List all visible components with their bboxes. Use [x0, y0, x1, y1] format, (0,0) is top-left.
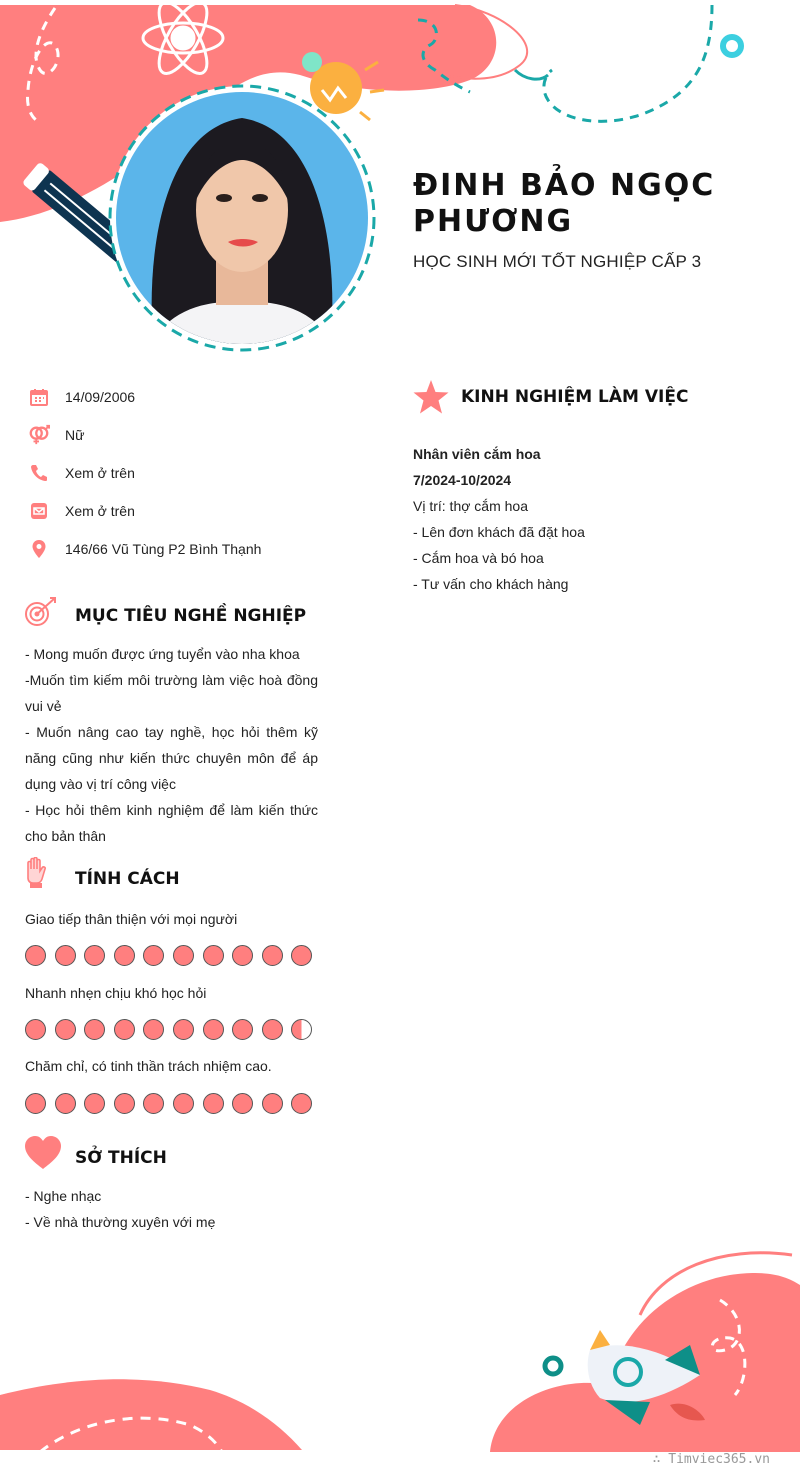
objective-line: - Học hỏi thêm kinh nghiệm để làm kiến thức cho bản thân: [25, 802, 318, 844]
candidate-title: HỌC SINH MỚI TỐT NGHIỆP CẤP 3: [413, 252, 702, 271]
rating-dot: [262, 1019, 283, 1040]
rating-dot: [114, 1093, 135, 1114]
calendar-icon: [28, 386, 50, 408]
rating-dot: [173, 1019, 194, 1040]
contact-email: [28, 499, 135, 523]
hobbies-title: SỞ THÍCH: [75, 1148, 167, 1168]
target-icon: [24, 596, 58, 628]
contact-gender: [28, 423, 84, 447]
hand-icon: [25, 857, 47, 889]
experience-title: KINH NGHIỆM LÀM VIỆC: [461, 387, 689, 407]
contact-birthday: [28, 385, 135, 409]
candidate-name: ĐINH BẢO NGỌC PHƯƠNG: [413, 168, 716, 239]
rating-dot: [55, 1093, 76, 1114]
objective-title: MỤC TIÊU NGHỀ NGHIỆP: [75, 606, 307, 626]
job-role: Nhân viên cắm hoa: [413, 446, 541, 462]
rating-dot: [262, 945, 283, 966]
rating-dot: [203, 945, 224, 966]
rating-dot: [203, 1093, 224, 1114]
phone-icon: [28, 462, 50, 484]
job-period: 7/2024-10/2024: [413, 472, 512, 488]
skill-label: Chăm chỉ, có tinh thần trách nhiệm cao.: [25, 1058, 272, 1074]
personality-title: TÍNH CÁCH: [75, 869, 180, 889]
objective-text: [25, 641, 318, 849]
rating-dot: [25, 1019, 46, 1040]
watermark: ∴ Timviec365.vn: [652, 1452, 770, 1467]
hobby-item: - Về nhà thường xuyên với mẹ: [25, 1214, 216, 1230]
rating-dot: [55, 1019, 76, 1040]
rating-dot: [173, 1093, 194, 1114]
hobby-item: - Nghe nhạc: [25, 1188, 102, 1204]
address-text: 146/66 Vũ Tùng P2 Bình Thạnh: [65, 541, 262, 557]
rating-dot: [25, 1093, 46, 1114]
rating-dot: [114, 1019, 135, 1040]
job-detail: - Lên đơn khách đã đặt hoa: [413, 524, 585, 540]
objective-line: - Mong muốn được ứng tuyển vào nha khoa: [25, 646, 300, 662]
email-icon: [28, 500, 50, 522]
rating-dot: [55, 945, 76, 966]
job-detail: - Cắm hoa và bó hoa: [413, 550, 544, 566]
rating-dot: [25, 945, 46, 966]
location-pin-icon: [28, 538, 50, 560]
rating-dot: [173, 945, 194, 966]
birthday-text: 14/09/2006: [65, 389, 136, 405]
contact-address: [28, 537, 261, 561]
gender-icon: [28, 424, 50, 446]
rating-dot: [262, 1093, 283, 1114]
job-detail: Vị trí: thợ cắm hoa: [413, 498, 529, 514]
email-text: Xem ở trên: [65, 503, 135, 519]
star-icon: [413, 380, 449, 414]
objective-line: - Muốn nâng cao tay nghề, học hỏi thêm kỹ năng cũng như kiến thức chuyên môn để áp dụng vào vị trí công việc: [25, 724, 318, 792]
phone-text: Xem ở trên: [65, 465, 135, 481]
contact-phone: [28, 461, 135, 485]
gender-text: Nữ: [65, 427, 85, 443]
hobbies-text: [25, 1183, 318, 1235]
skill-label: Giao tiếp thân thiện với mọi người: [25, 911, 238, 927]
objective-line: -Muốn tìm kiếm môi trường làm việc hoà đồng vui vẻ: [25, 672, 318, 714]
rating-dot: [114, 945, 135, 966]
job-detail: - Tư vấn cho khách hàng: [413, 576, 569, 592]
experience-entry: [413, 441, 743, 597]
skill-label: Nhanh nhẹn chịu khó học hỏi: [25, 985, 207, 1001]
avatar: [104, 80, 380, 356]
rating-dot: [203, 1019, 224, 1040]
heart-icon: [24, 1136, 62, 1170]
